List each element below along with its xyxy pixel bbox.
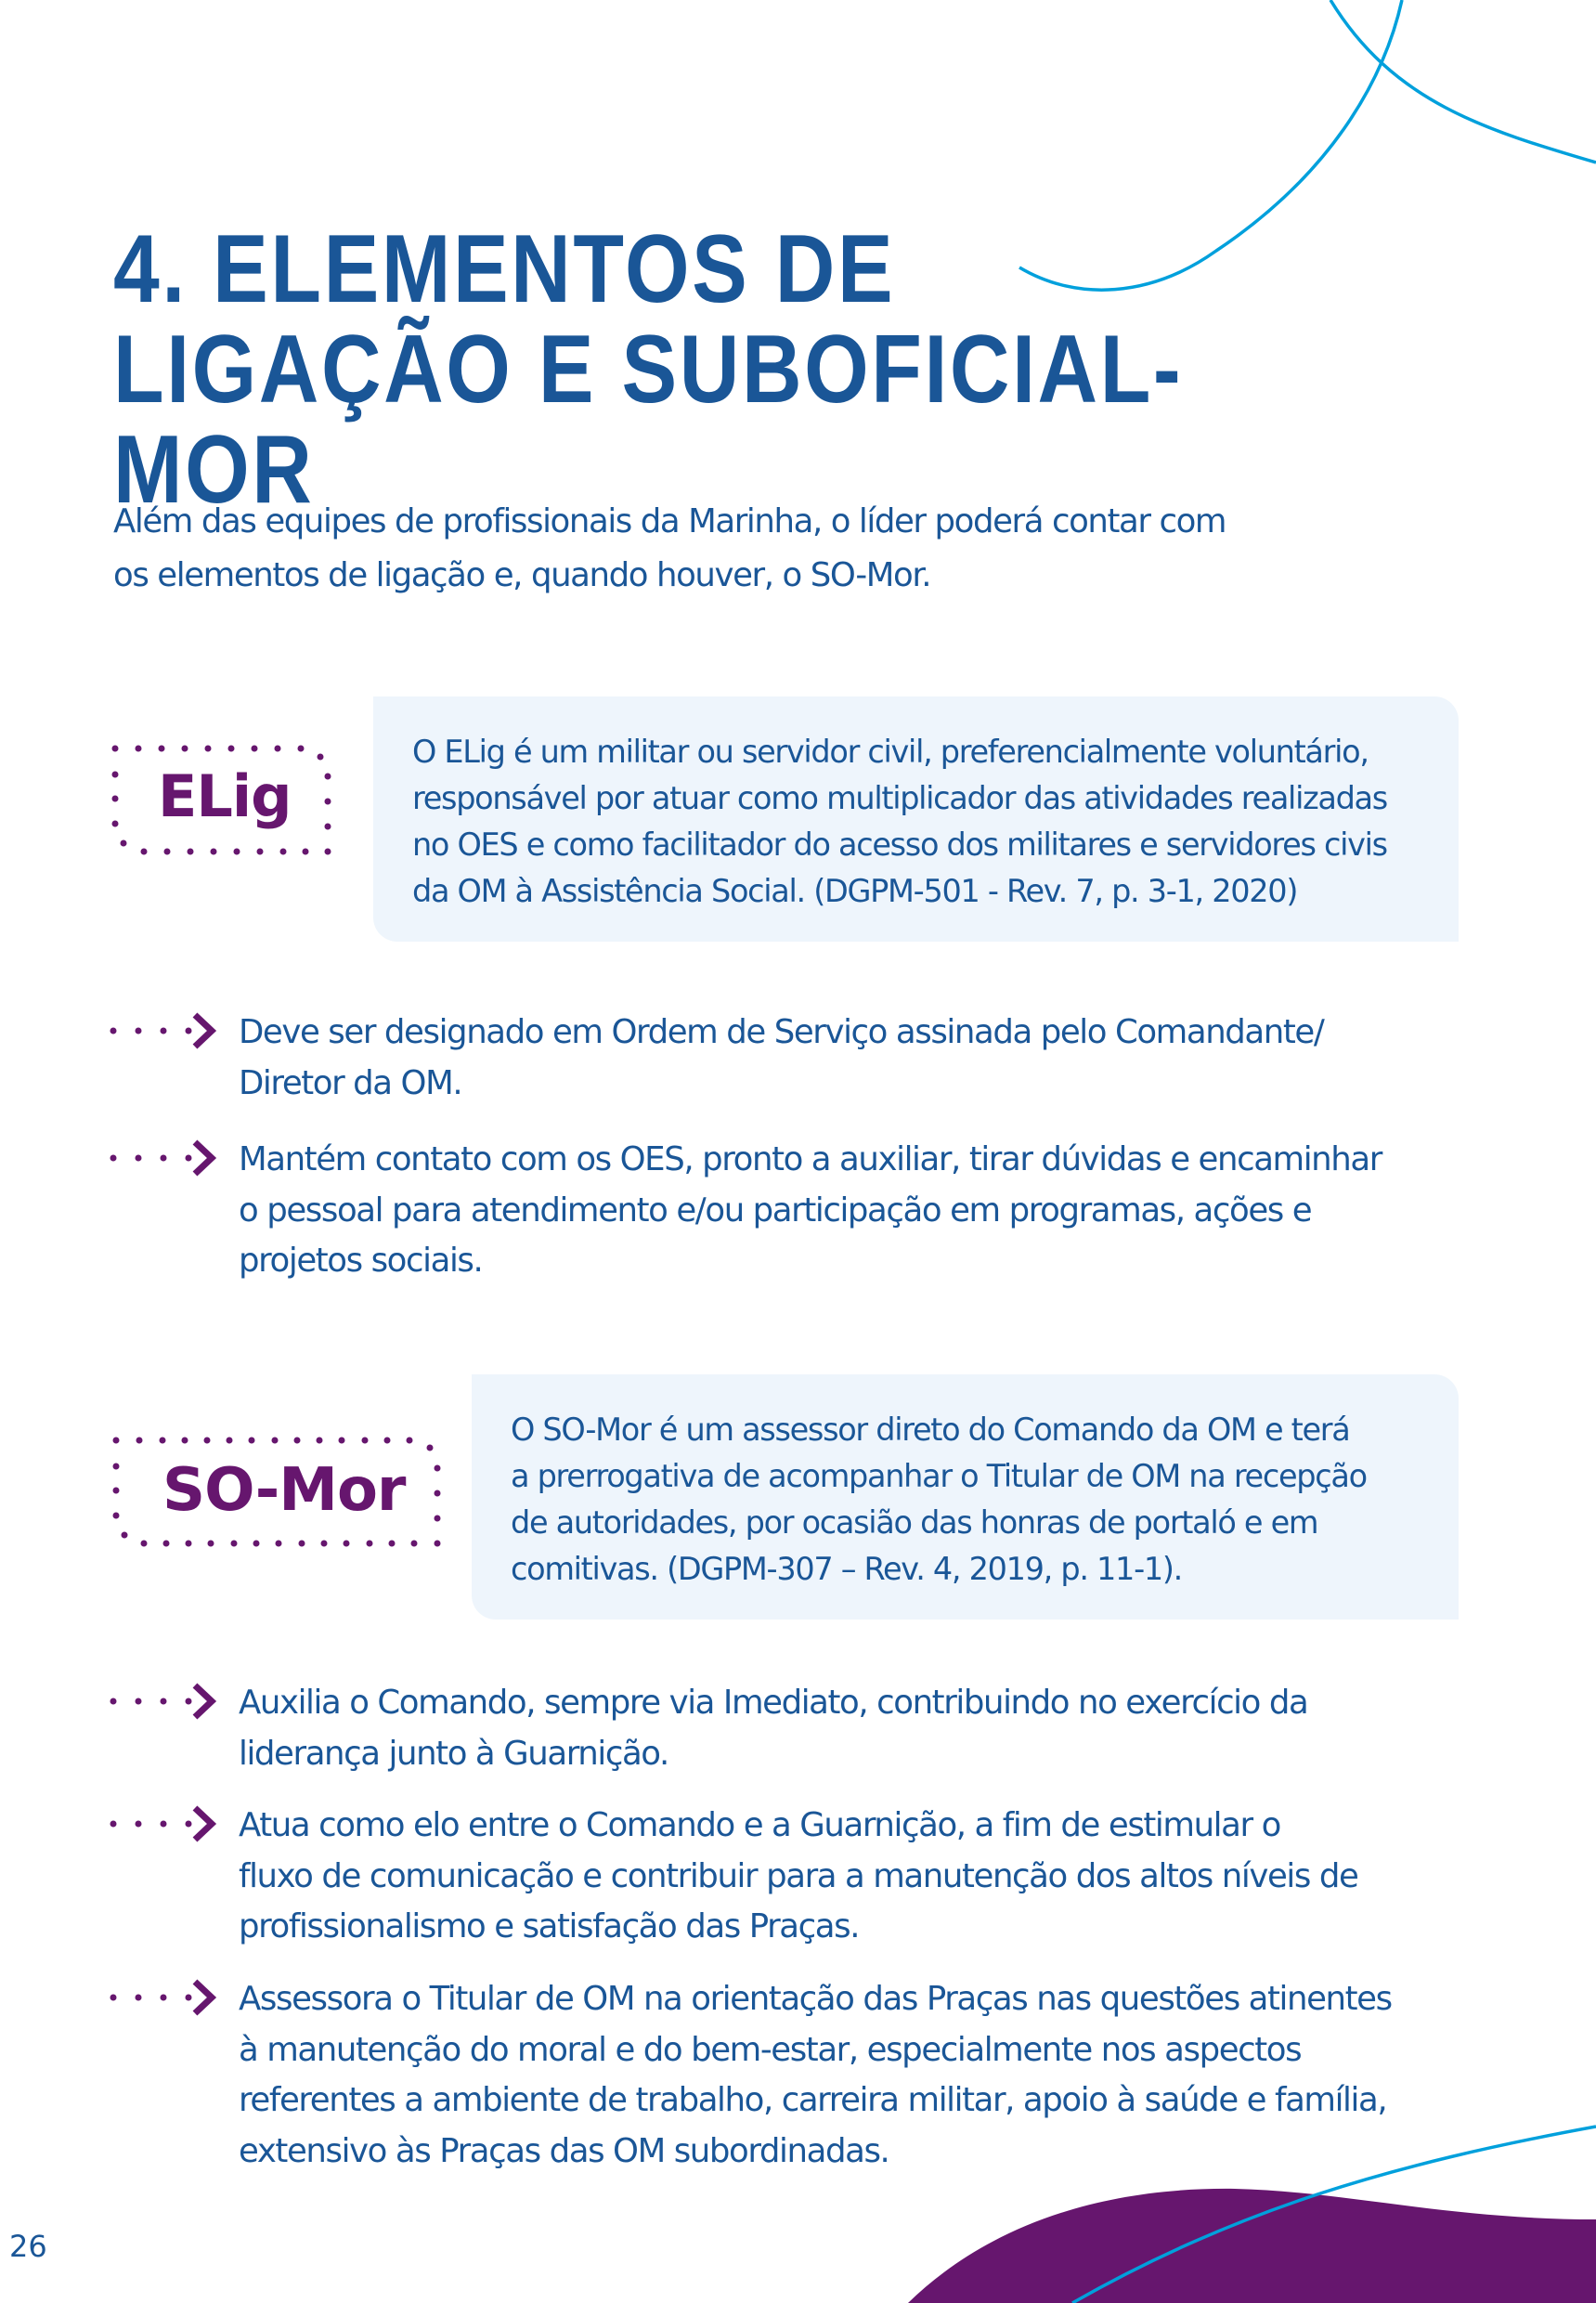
definition-line: O SO-Mor é um assessor direto do Comando da OM e terá: [511, 1412, 1350, 1448]
definition-line: O ELig é um militar ou servidor civil, preferencialmente voluntário,: [412, 734, 1369, 770]
definition-line: de autoridades, por ocasião das honras de portaló e em: [511, 1504, 1318, 1541]
bullet-text: [239, 1135, 1382, 1287]
elig-tag: [107, 738, 339, 859]
definition-line: no OES e como facilitador do acesso dos militares e servidores civis: [412, 826, 1387, 863]
title-line-1: 4. ELEMENTOS DE: [113, 215, 896, 323]
somor-tag: [107, 1430, 450, 1551]
bullet-line: extensivo às Praças das OM subordinadas.: [239, 2131, 889, 2170]
title-line-2: LIGAÇÃO E SUBOFICIAL-MOR: [113, 316, 1184, 524]
bullet-text: [239, 1678, 1307, 1779]
cyan-arc-icon: [1330, 0, 1596, 163]
bullet-line: fluxo de comunicação e contribuir para a manutenção dos altos níveis de: [239, 1856, 1358, 1895]
bullet-text: [239, 1974, 1392, 2177]
purple-wave-shape: [908, 2189, 1596, 2303]
definition-line: a prerrogativa de acompanhar o Titular de OM na recepção: [511, 1458, 1367, 1494]
bullet-line: referentes a ambiente de trabalho, carreira militar, apoio à saúde e família,: [239, 2081, 1387, 2119]
elig-definition-text: [412, 729, 1387, 915]
intro-line: Além das equipes de profissionais da Marinha, o líder poderá contar com: [113, 502, 1226, 540]
bullet-line: Mantém contato com os OES, pronto a auxiliar, tirar dúvidas e encaminhar: [239, 1140, 1382, 1178]
bullet-line: liderança junto à Guarnição.: [239, 1734, 668, 1773]
intro-paragraph: [113, 495, 1413, 603]
bullet-line: o pessoal para atendimento e/ou participação em programas, ações e: [239, 1191, 1312, 1230]
definition-line: comitivas. (DGPM-307 – Rev. 4, 2019, p. 11-1).: [511, 1551, 1182, 1587]
bullet-line: à manutenção do moral e do bem-estar, especialmente nos aspectos: [239, 2030, 1302, 2069]
dotted-chevron-right-icon: [106, 1805, 221, 1842]
bullet-line: Assessora o Titular de OM na orientação das Praças nas questões atinentes: [239, 1980, 1392, 2018]
bullet-line: projetos sociais.: [239, 1242, 483, 1280]
dotted-chevron-right-icon: [106, 1139, 221, 1177]
bullet-line: Diretor da OM.: [239, 1063, 462, 1102]
somor-definition-text: [511, 1407, 1367, 1593]
bullet-line: profissionalismo e satisfação das Praças.: [239, 1907, 860, 1945]
intro-line: os elementos de ligação e, quando houver, o SO-Mor.: [113, 556, 931, 594]
elig-definition-box: [373, 696, 1459, 942]
dotted-chevron-right-icon: [106, 1012, 221, 1049]
elig-tag-label: ELig: [158, 762, 292, 830]
bullet-text: [239, 1801, 1357, 1953]
definition-line: responsável por atuar como multiplicador das atividades realizadas: [412, 780, 1387, 816]
dotted-chevron-right-icon: [106, 1683, 221, 1720]
somor-definition-box: [472, 1374, 1459, 1620]
somor-tag-label: SO-Mor: [162, 1456, 406, 1525]
bullet-line: Atua como elo entre o Comando e a Guarnição, a fim de estimular o: [239, 1806, 1280, 1844]
page-number: 26: [9, 2229, 47, 2264]
definition-line: da OM à Assistência Social. (DGPM-501 - Rev. 7, p. 3-1, 2020): [412, 873, 1298, 909]
dotted-chevron-right-icon: [106, 1979, 221, 2016]
bullet-text: [239, 1008, 1323, 1109]
bullet-line: Deve ser designado em Ordem de Serviço assinada pelo Comandante/: [239, 1013, 1324, 1051]
bullet-line: Auxilia o Comando, sempre via Imediato, contribuindo no exercício da: [239, 1684, 1308, 1722]
